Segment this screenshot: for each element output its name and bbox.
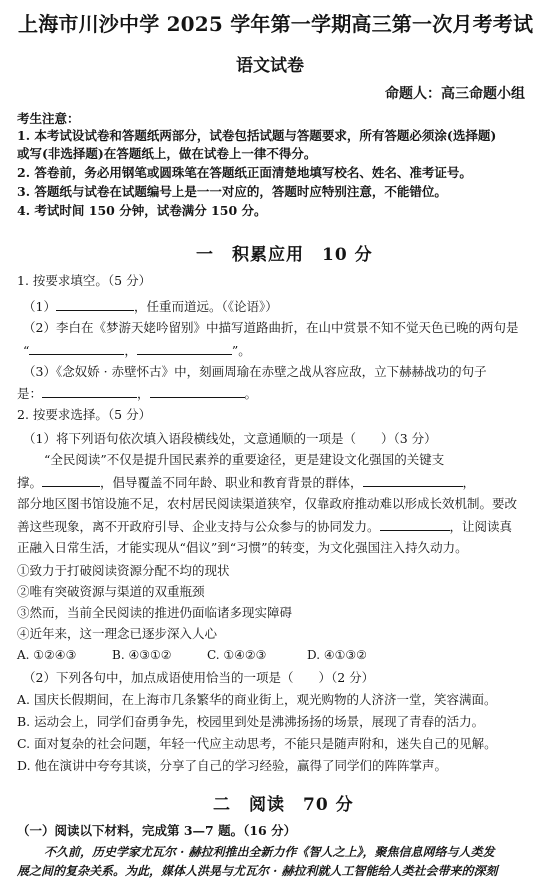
q2-2-stem: （2）下列各句中，加点成语使用恰当的一项是（ ）（2 分） <box>23 670 375 685</box>
exam-author: 命题人：高三命题小组 <box>385 86 525 102</box>
notice-line-2: 或写(非选择题)在答题纸上，做在试卷上一律不得分。 <box>17 146 317 161</box>
exam-title: 上海市川沙中学 2025 学年第一学期高三第一次月考考试 <box>18 12 534 36</box>
q1-3-blank-2[interactable] <box>150 385 245 398</box>
q2-stem: 2. 按要求选择。（5 分） <box>17 407 152 422</box>
q1-stem: 1. 按要求填空。（5 分） <box>17 273 152 288</box>
q1-1-number: （1） <box>23 299 56 314</box>
section-1-title: 一 积累应用 10 分 <box>196 245 373 265</box>
q2-2-option-a[interactable]: A. 国庆长假期间，在上海市几条繁华的商业街上，观光购物的人济济一堂，笑容满面。 <box>17 692 497 707</box>
notice-line-1: 1. 本考试设试卷和答题纸两部分，试卷包括试题与答题要求，所有答题必须涂(选择题) <box>17 128 497 143</box>
q1-1 <box>23 298 278 314</box>
passage-text-2c: ， <box>462 475 476 490</box>
sentence-option-1: ①致力于打破阅读资源分配不均的现状 <box>17 563 230 578</box>
passage-text-2b: ，倡导覆盖不同年龄、职业和教育背景的群体， <box>100 475 363 490</box>
q2-2-option-c[interactable]: C. 面对复杂的社会问题，年轻一代应主动思考，不能只是随声附和，迷失自己的见解。 <box>17 736 497 751</box>
notice-heading: 考生注意： <box>17 111 80 126</box>
q1-1-text: ，任重而道远。（《论语》） <box>133 299 278 314</box>
choice-b[interactable]: B. ④③①② <box>112 648 172 662</box>
sentence-option-2: ②唯有突破资源与渠道的双重瓶颈 <box>17 584 205 599</box>
choice-c[interactable]: C. ①④②③ <box>207 648 267 662</box>
passage-blank-2[interactable] <box>363 474 463 487</box>
choice-a[interactable]: A. ①②④③ <box>17 648 77 662</box>
notice-line-4: 3. 答题纸与试卷在试题编号上是一一对应的，答题时应特别注意，不能错位。 <box>17 184 447 199</box>
material-line-2: 展之间的复杂关系。为此，媒体人洪晃与尤瓦尔 · 赫拉利就人工智能给人类社会带来的深刻 <box>17 864 498 878</box>
q1-2-line-2 <box>23 342 251 358</box>
sentence-option-3: ③然而，当前全民阅读的推进仍面临诸多现实障碍 <box>17 605 293 620</box>
passage-line-1: “全民阅读”不仅是提升国民素养的重要途径，更是建设文化强国的关键支 <box>44 452 445 467</box>
q1-3-line-1: （3）《念奴娇 · 赤壁怀古》中，刻画周瑜在赤壁之战从容应敌，立下赫赫战功的句子 <box>23 364 487 379</box>
q2-2-option-b[interactable]: B. 运动会上，同学们奋勇争先，校园里到处是沸沸扬扬的场景，展现了青春的活力。 <box>17 714 485 729</box>
material-line-1: 不久前，历史学家尤瓦尔 · 赫拉利推出全新力作《智人之上》，聚焦信息网络与人类发 <box>44 845 495 859</box>
sentence-option-4: ④近年来，这一理念已逐步深入人心 <box>17 626 218 641</box>
section-2-title: 二 阅读 70 分 <box>213 795 354 815</box>
reading-part-1-heading: （一）阅读以下材料，完成第 3—7 题。（16 分） <box>17 823 297 838</box>
choice-d[interactable]: D. ④①③② <box>307 648 367 662</box>
passage-line-5: 正融入日常生活，才能实现从“倡议”到“习惯”的转变，为文化强国注入持久动力。 <box>17 540 468 555</box>
q1-2-blank-2[interactable] <box>137 342 232 355</box>
q1-2-comma: ， <box>124 343 137 358</box>
passage-text-4b: ，让阅读真 <box>449 519 513 534</box>
notice-line-3: 2. 答卷前，务必用钢笔或圆珠笔在答题纸正面清楚地填写校名、姓名、准考证号。 <box>17 165 472 180</box>
q1-3-line-2 <box>17 385 257 401</box>
q1-3-comma: ， <box>137 386 150 401</box>
passage-text-2a: 撑。 <box>17 475 43 490</box>
q2-2-option-d[interactable]: D. 他在演讲中夸夸其谈，分享了自己的学习经验，赢得了同学们的阵阵掌声。 <box>17 758 448 773</box>
q1-2-blank-1[interactable] <box>29 342 124 355</box>
q1-3-end: 。 <box>244 386 258 401</box>
q1-3-blank-1[interactable] <box>42 385 137 398</box>
q1-2-quote-close: ”。 <box>231 343 251 358</box>
q1-3-prefix: 是： <box>17 386 43 401</box>
passage-line-3: 部分地区图书馆设施不足，农村居民阅读渠道狭窄，仅靠政府推动难以形成长效机制。要改 <box>17 496 518 511</box>
passage-blank-3[interactable] <box>380 518 450 531</box>
passage-blank-1[interactable] <box>42 474 100 487</box>
exam-subtitle: 语文试卷 <box>236 56 304 76</box>
notice-line-5: 4. 考试时间 150 分钟，试卷满分 150 分。 <box>17 203 267 218</box>
q1-2-quote-open: “ <box>23 343 30 358</box>
q1-1-blank[interactable] <box>56 298 134 311</box>
q1-2-line-1: （2）李白在《梦游天姥吟留别》中描写道路曲折，在山中赏景不知不觉天色已晚的两句是 <box>23 320 519 335</box>
passage-line-4 <box>17 518 512 534</box>
passage-line-2 <box>17 474 475 490</box>
q2-1-stem: （1）将下列语句依次填入语段横线处，文意通顺的一项是（ ）（3 分） <box>23 431 437 446</box>
passage-text-4a: 善这些现象，离不开政府引导、企业支持与公众参与的协同发力。 <box>17 519 380 534</box>
